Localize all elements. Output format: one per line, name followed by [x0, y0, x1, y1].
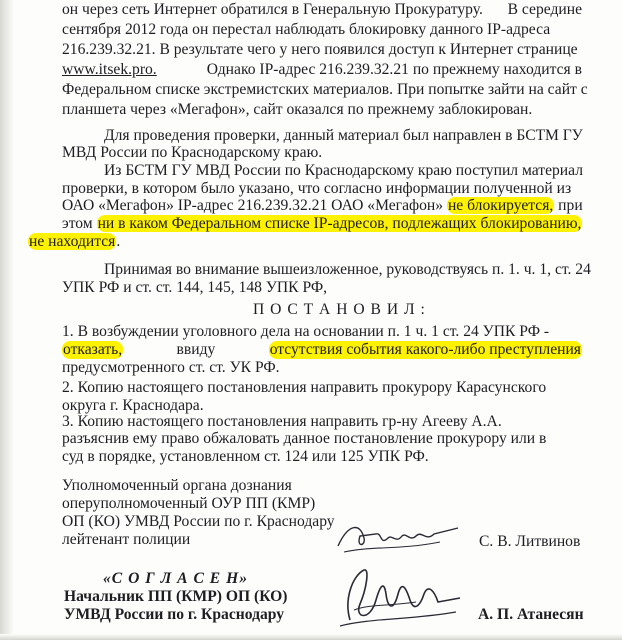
- p2-line-2: МВД России по Краснодарскому краю.: [62, 144, 323, 161]
- item-1-line-1: 1. В возбуждении уголовного дела на основании п. 1 ч. 1 ст. 24 УПК РФ -: [62, 323, 550, 340]
- text: при: [558, 197, 583, 214]
- signer-line-3: ОП (КО) УМВД России по г. Краснодару: [62, 513, 335, 530]
- resolution-heading: П О С Т А Н О В И Л :: [253, 301, 426, 318]
- text: он через сеть Интернет обратился в Генеральную Прокуратуру.: [62, 1, 483, 18]
- text: сентября 2012 года он перестал наблюдать блокировку данного IP-адреса: [62, 21, 551, 38]
- text: 3. Копию настоящего постановления направить гр-ну Агееву А.А.: [62, 413, 502, 430]
- p1-line-4: [62, 61, 582, 79]
- p1-line-3: [62, 41, 582, 59]
- website-link[interactable]: www.itsek.pro.: [62, 61, 157, 78]
- text: В середине: [507, 1, 582, 18]
- text: Однако IP-адрес 216.239.32.21 по прежнему находится в: [206, 61, 582, 78]
- signature-litvinov-icon: [330, 516, 470, 564]
- p2-line-1: Для проведения проверки, данный материал был направлен в БСТМ ГУ: [104, 127, 583, 144]
- p1-line-6: [62, 101, 532, 119]
- highlighted-text: отсутствия события какого-либо преступления: [269, 341, 581, 358]
- item-1-line-3: предусмотренного ст. ст. УК РФ.: [62, 359, 280, 376]
- item-2-line-1: 2. Копию настоящего постановления направить прокурору Карасунского: [62, 379, 547, 396]
- text: ОАО «Мегафон» IP-адрес 216.239.32.21 ОАО «Мегафон»: [62, 197, 444, 214]
- item-1-line-2: [62, 341, 582, 359]
- p3-line-5: [28, 233, 120, 251]
- p4-line-2: УПК РФ и ст. ст. 144, 145, 148 УПК РФ,: [62, 279, 328, 296]
- approval-title: «С О Г Л А С Е Н»: [103, 570, 248, 587]
- p1-line-5: [62, 81, 588, 99]
- p1-line-1: [62, 1, 582, 19]
- text: ввиду: [176, 341, 216, 358]
- p3-line-2: [62, 180, 582, 198]
- text: планшета через «Мегафон», сайт оказался по прежнему заблокирован.: [62, 101, 533, 118]
- p1-line-2: [62, 21, 582, 39]
- signer-line-4: лейтенант полиции: [62, 531, 191, 548]
- approval-name: А. П. Атанесян: [478, 606, 584, 623]
- p3-line-4: [62, 215, 582, 233]
- signer-line-1: Уполномоченный органа дознания: [62, 477, 292, 494]
- approval-line-1: Начальник ПП (КМР) ОП (КО): [64, 588, 288, 605]
- signature-atanesyan-icon: [330, 560, 480, 638]
- text: Федеральном списке экстремистских материалов. При попытке зайти на сайт с: [62, 81, 588, 98]
- item-3-line-2: разъяснив ему право обжаловать данное постановление прокурору или в: [62, 430, 547, 447]
- p4-line-1: Принимая во внимание вышеизложенное, руководствуясь п. 1. ч. 1, ст. 24: [104, 261, 591, 278]
- signer-name: С. В. Литвинов: [479, 533, 581, 550]
- text: этом: [62, 215, 93, 232]
- highlighted-text: отказать,: [63, 341, 123, 358]
- highlighted-text: не блокируется,: [447, 197, 554, 214]
- item-2-line-2: округа г. Краснодара.: [62, 397, 204, 414]
- item-3-line-1: [62, 413, 582, 431]
- p3-line-1: Из БСТМ ГУ МВД России по Краснодарскому краю поступил материал: [104, 162, 583, 179]
- scan-bottom-edge: [0, 634, 622, 640]
- item-3-line-3: суд в порядке, установленном ст. 124 или 125 УПК РФ.: [62, 448, 429, 465]
- approval-line-2: УМВД России по г. Краснодару: [64, 606, 285, 623]
- p3-line-3: [62, 197, 583, 215]
- highlighted-text: ни в каком Федеральном списке IP-адресов, подлежащих блокированию,: [97, 215, 582, 232]
- scan-left-edge: [0, 0, 14, 640]
- text: проверки, в котором было указано, что согласно информации полученной из: [62, 180, 572, 197]
- text: 216.239.32.21. В результате чего у него появился доступ к Интернет странице: [62, 41, 578, 58]
- highlighted-text: не находится: [29, 233, 116, 250]
- signer-line-2: оперуполномоченный ОУР ПП (КМР): [62, 495, 316, 512]
- text: .: [116, 233, 121, 250]
